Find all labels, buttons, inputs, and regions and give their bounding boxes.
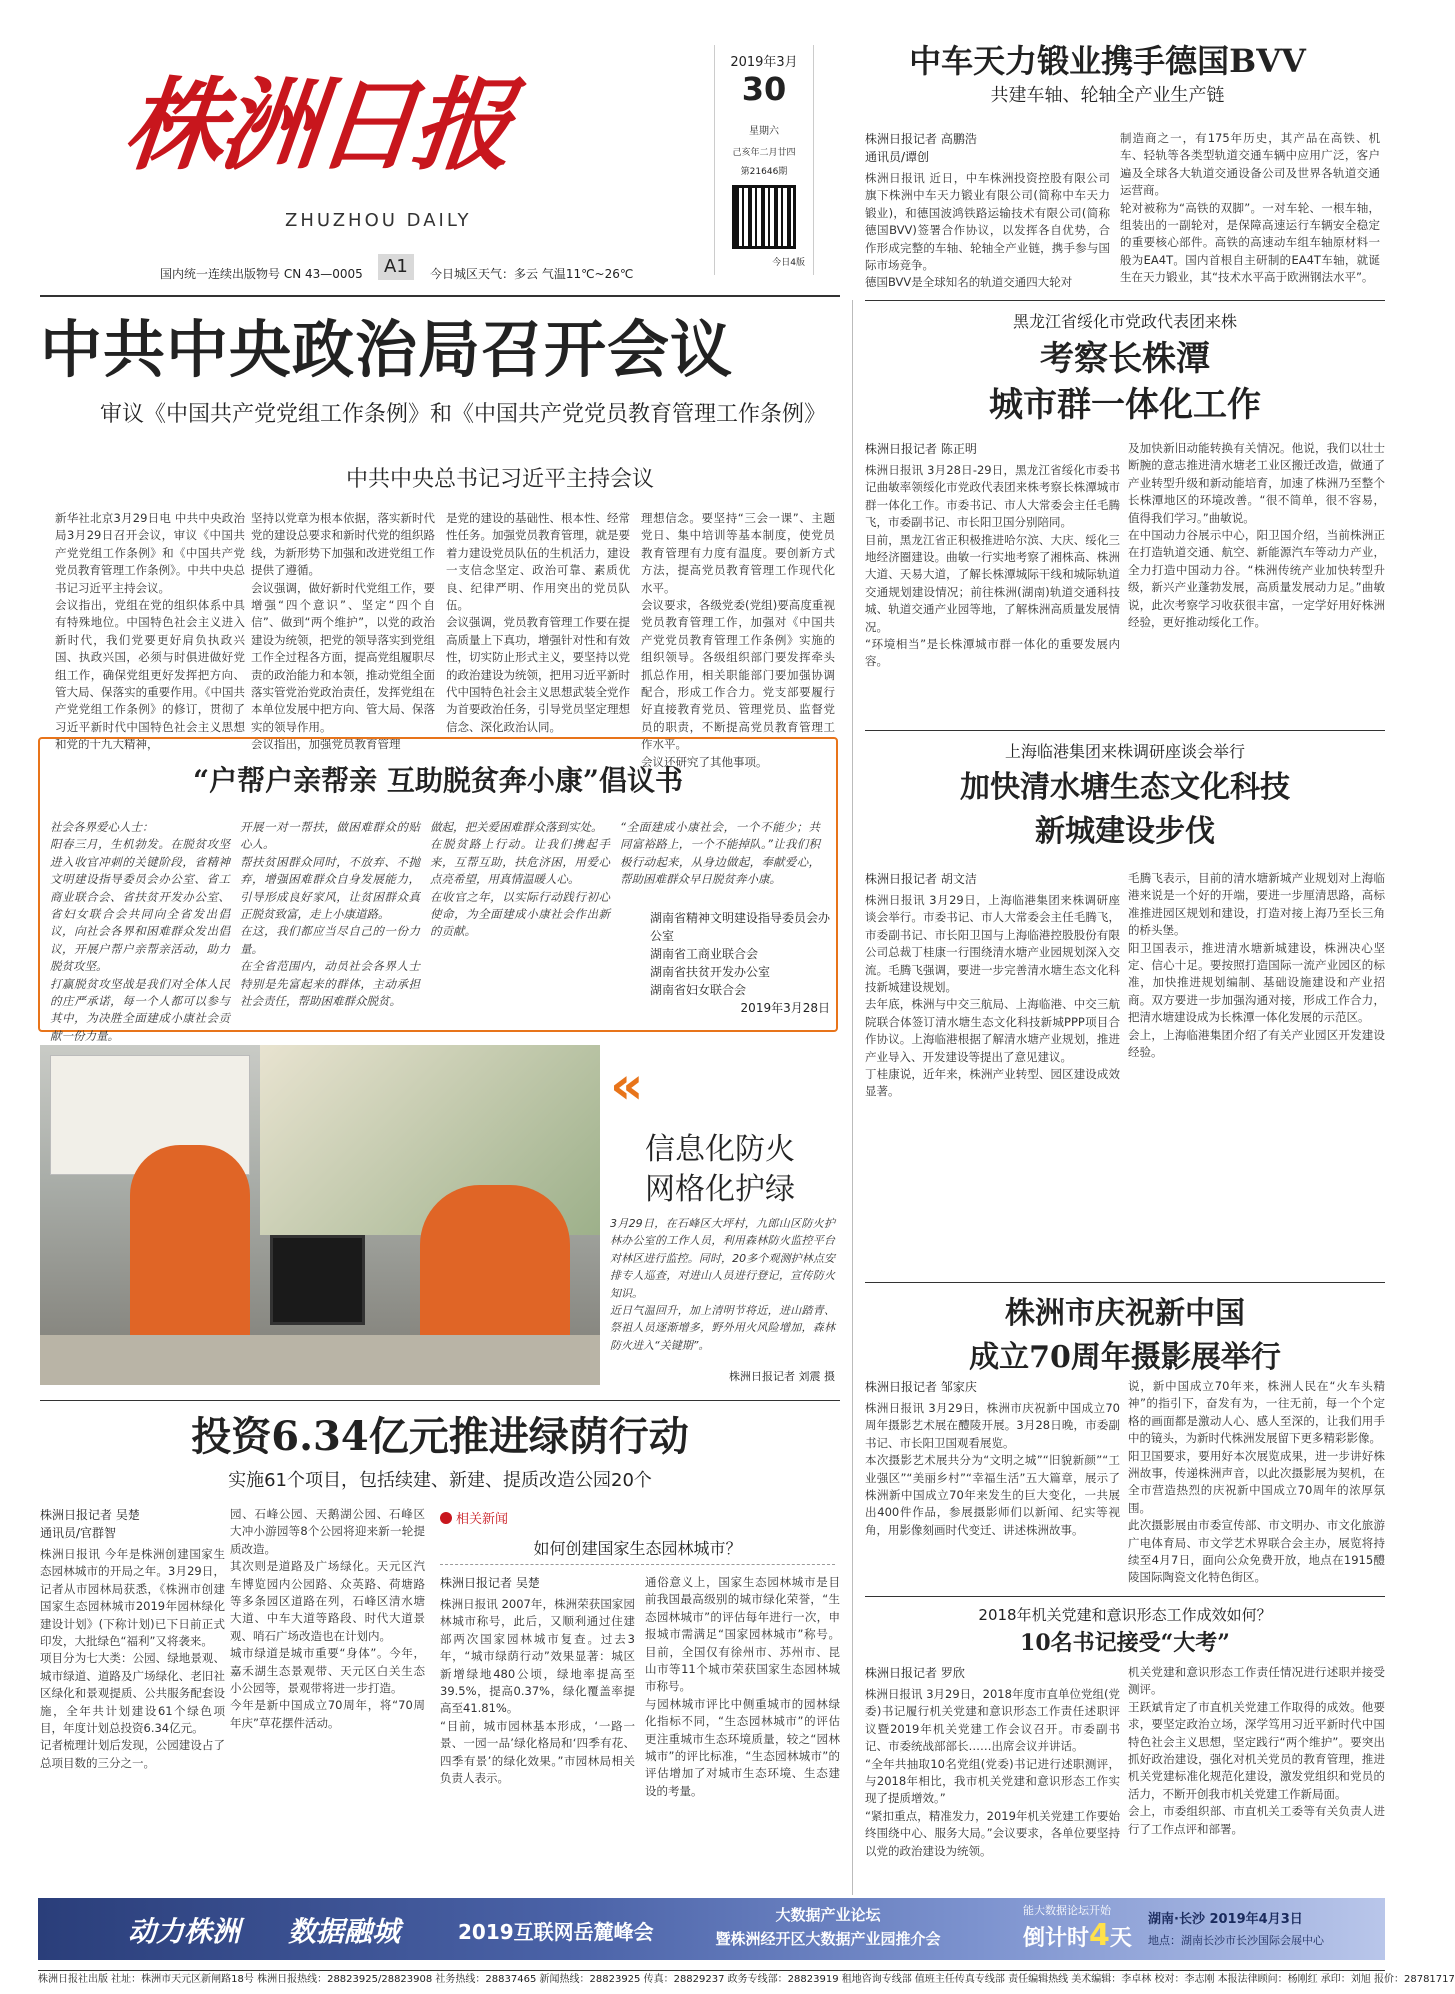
photo-story-title	[605, 1130, 835, 1210]
secretaries-kicker: 2018年机关党建和意识形态工作成效如何？	[978, 1606, 1272, 1624]
related-news-tag	[440, 1508, 508, 1527]
exhibit-title	[865, 1292, 1385, 1380]
heilongjiang-col1: 株洲日报讯 3月28日-29日，黑龙江省绥化市委书记曲敏率领绥化市党政代表团来株考察长株潭城市群一体化工作。市委书记、市人大常委会主任毛腾飞，市委副书记、市长阳卫国分别陪同。 目前，黑龙江省正积极推进哈尔滨、大庆、绥化三地经济圈建设。曲敏一行实地考察了湘株高、株洲大道、天易大道，了解长株潭城际干线和城际轨道交通规划建设情况；前往株洲(湖南)轨道交通科技城、轨道交通产业园等地，了解株洲高质量发展情况。 “环境相当”是长株潭城市群一体化的重要发展内容。	[865, 463, 1120, 669]
qingshuitang-title-2: 新城建设步伐	[1035, 814, 1215, 849]
lunar-date: 己亥年二月廿四	[732, 148, 796, 158]
signatory: 湖南省工商业联合会	[650, 947, 759, 961]
date-box	[714, 45, 814, 275]
top-story-title: 中车天力锻业携手德国BVV	[909, 42, 1306, 80]
top-story-col1: 株洲日报讯 近日，中车株洲投资控股有限公司旗下株洲中车天力锻业有限公司(简称中车天力锻业)，和德国波鸿铁路运输技术有限公司(简称德国BVV)签署合作协议，以发挥各自优势，合作形成完整的车轴、轮轴全产业链，携手参与国际市场竞争。 德国BVV是全球知名的轨道交通四大轮对	[865, 171, 1110, 290]
fire-prevention-photo	[40, 1045, 600, 1385]
page-count: 今日4版	[772, 258, 805, 268]
rule-qst	[865, 730, 1385, 731]
banner-conf: 2019互联网岳麓峰会	[458, 1920, 654, 1944]
weather: 今日城区天气：多云 气温11℃~26℃	[430, 267, 634, 281]
green-col2: 园、石峰公园、天鹅湖公园、石峰区大冲小游园等8个公园将迎来新一轮提质改造。 其次则是道路及广场绿化。天元区汽车博览园内公园路、众英路、荷塘路等多条园区道路在列，石峰区清水塘大道、中车大道等路段、时代大道景观、哨石广场改造也在计划内。 城市绿道是城市重要“身体”。今年，嘉禾湖生态景观带、天元区白关生态小公园等，景观带将进一步打造。 今年是新中国成立70周年，将“70周年庆”草花摆件活动。	[230, 1507, 425, 1730]
issue-number: 第21646期	[740, 167, 788, 177]
newspaper-logo: 株洲日报	[118, 66, 516, 184]
countdown-prefix: 倒计时	[1023, 1926, 1090, 1951]
photo-story-title-line2: 网格化护绿	[645, 1172, 795, 1207]
lead-title: 中共中央政治局召开会议	[40, 313, 734, 386]
exhibit-col1: 株洲日报讯 3月29日，株洲市庆祝新中国成立70周年摄影艺术展在醴陵开展。3月28日晚，市委副书记、市长阳卫国观看展览。 本次摄影艺术展共分为“文明之城”“旧貌新颜”“工业强区”“美丽乡村”“幸福生活”五大篇章，展示了株洲新中国成立70年来发生的巨大变化，一共展出400件作品，参展摄影师们以新闻、纪实等视角，用影像刻画时代变迁、讲述株洲故事。	[865, 1401, 1120, 1537]
related-dot-icon	[440, 1512, 452, 1524]
edition-badge: A1	[378, 254, 414, 280]
related-label: 相关新闻	[456, 1512, 509, 1527]
banner-slogan-2: 数据融城	[288, 1915, 401, 1948]
chevrons-icon: «	[610, 1056, 644, 1116]
signatory: 湖南省扶贫开发办公室	[650, 965, 771, 979]
signatory: 湖南省妇女联合会	[650, 983, 747, 997]
column-divider	[852, 300, 853, 1895]
exhibit-title-1: 株洲市庆祝新中国	[1005, 1296, 1245, 1331]
heilongjiang-byline: 株洲日报记者 陈正明	[865, 442, 977, 456]
banner-mid-1: 大数据产业论坛	[775, 1906, 881, 1924]
secretaries-col2: 机关党建和意识形态工作责任情况进行述职并接受测评。 王跃斌肯定了市直机关党建工作取得的成效。他要求，要坚定政治立场，深学笃用习近平新时代中国特色社会主义思想，坚定践行“两个维护”。要突出抓好政治建设，强化对机关党员的教育管理，推进机关党建标准化规范化建设，激发党组织和党员的活力，不断开创我市机关党建工作新局面。 会上，市委组织部、市直机关工委等有关负责人进行了工作点评和部署。	[1128, 1665, 1385, 1836]
lead-col1: 新华社北京3月29日电 中共中央政治局3月29日召开会议，审议《中国共产党党组工作条例》和《中国共产党党员教育管理工作条例》。中共中央总书记习近平主持会议。 会议指出，党组在党的组织体系中具有特殊地位。中国特色社会主义进入新时代，我们党要更好肩负执政兴国、执政兴国，必须与时俱进做好党组工作，确保党组更好发挥把方向、管大局、保落实的重要作用。《中国共产党党组工作条例》的修订，贯彻了习近平新时代中国特色社会主义思想和党的十九大精神，	[55, 511, 245, 752]
qingshuitang-byline: 株洲日报记者 胡文洁	[865, 872, 977, 886]
top-story-byline: 株洲日报记者 高鹏浩 通讯员/谭创	[865, 132, 977, 164]
green-title: 投资6.34亿元推进绿荫行动	[191, 1413, 689, 1460]
banner-slogan-1: 动力株洲	[128, 1915, 241, 1948]
photo-desk	[40, 1335, 600, 1385]
top-story	[830, 40, 1385, 290]
secretaries-col1: 株洲日报讯 3月29日，2018年度市直单位党组(党委)书记履行机关党建和意识形态工作责任述职评议暨2019年机关党建工作会议召开。市委副书记、市委统战部部长……出席会议并讲话。 “全年共抽取10名党组(党委)书记进行述职测评，与2018年相比，我市机关党建和意识形态工作实现了提质增效。” “紧扣重点，精准发力，2019年机关党建工作要始终围绕中心、服务大局。”会议要求，各单位要坚持以党的政治建设为统领。	[865, 1687, 1120, 1858]
proposal-date: 2019年3月28日	[740, 1001, 830, 1015]
banner-venue-1: 湖南·长沙 2019年4月3日	[1148, 1912, 1303, 1927]
lead-col3: 是党的建设的基础性、根本性、经常性任务。加强党员教育管理，就是要着力建设党员队伍的生机活力，建设一支信念坚定、政治可靠、素质优良、纪律严明、作用突出的党员队伍。 会议强调，党员教育管理工作要在提高质量上下真功，增强针对性和有效性，切实防止形式主义，要坚持以党的政治建设为统领，把用习近平新时代中国特色社会主义思想武装全党作为首要政治任务，引导党员坚定理想信念、深化政治认同。	[446, 511, 630, 734]
related-byline: 株洲日报记者 吴楚	[440, 1576, 540, 1590]
cn-number: 国内统一连续出版物号 CN 43—0005	[160, 267, 363, 281]
photo-credit: 株洲日报记者 刘震 摄	[729, 1370, 835, 1383]
green-byline: 株洲日报记者 吴楚 通讯员/官群智	[40, 1508, 140, 1540]
countdown	[1023, 1918, 1132, 1953]
proposal-col2: 开展一对一帮扶，做困难群众的贴心人。 帮扶贫困群众同时，不放弃、不抛弃，增强困难群众自身发展能力，引导形成良好家风，让贫困群众真正脱贫致富，走上小康道路。 在这，我们都应当尽自己的一份力量。 在全省范围内，动员社会各界人士特别是先富起来的群体，主动承担社会责任，帮助困难群众脱贫。	[240, 820, 420, 1009]
green-subtitle: 实施61个项目，包括续建、新建、提质改造公园20个	[228, 1470, 652, 1491]
green-col4: 通俗意义上，国家生态园林城市是目前我国最高级别的城市绿化荣誉，“生态园林城市”的评估每年进行一次，申报城市需满足“国家园林城市”称号。目前，全国仅有徐州市、苏州市、昆山市等11个城市荣获国家生态园林城市称号。 与园林城市评比中侧重城市的园林绿化指标不同，“生态园林城市”的评估更注重城市生态环境质量，较之“园林城市”的评比标准，“生态园林城市”的评估增加了对城市生态环境、生态建设的考量。	[645, 1575, 840, 1798]
qingshuitang-kicker: 上海临港集团来株调研座谈会举行	[1004, 742, 1245, 761]
qr-code	[732, 185, 796, 249]
rule-green	[40, 1400, 840, 1401]
masthead-rule	[40, 295, 840, 297]
event-banner	[38, 1898, 1385, 1960]
lead-col2: 坚持以党章为根本依据，落实新时代党的建设总要求和新时代党的组织路线，为新形势下加强和改进党组工作提供了遵循。 会议强调，做好新时代党组工作，要增强“四个意识”、坚定“四个自信”、做到“两个维护”，以党的政治建设为统领，把党的领导落实到党组工作全过程各方面，提高党组履职尽责的政治能力和本领，推动党组全面落实管党治党政治责任，发挥党组在本单位发展中把方向、管大局、保落实的领导作用。 会议指出，加强党员教育管理	[251, 511, 435, 752]
top-story-subtitle: 共建车轴、轮轴全产业生产链	[990, 85, 1225, 106]
countdown-suffix: 天	[1109, 1926, 1132, 1951]
date-year-month: 2019年3月	[730, 55, 798, 70]
qingshuitang-col1: 株洲日报讯 3月29日，上海临港集团来株调研座谈会举行。市委书记、市人大常委会主任毛腾飞，市委副书记、市长阳卫国与上海临港控股股份有限公司总裁丁桂康一行围绕清水塘产业园规划深入交流。毛腾飞强调，要进一步完善清水塘生态文化科技新城建设规划。 去年底，株洲与中交三航局、上海临港、中交三航院联合体签订清水塘生态文化科技新城PPP项目合作协议。上海临港根据了解清水塘产业规划，推进产业导入、开发建设等提出了意见建议。 丁桂康说，近年来，株洲产业转型、园区建设成效显著。	[865, 893, 1120, 1099]
qingshuitang-title-1: 加快清水塘生态文化科技	[960, 770, 1290, 805]
banner-right-top: 能大数据论坛开始	[1023, 1904, 1111, 1917]
weekday: 星期六	[749, 126, 779, 137]
heilongjiang-title-2: 城市群一体化工作	[989, 385, 1261, 425]
rule-exhibit	[865, 1282, 1385, 1283]
date-day: 30	[741, 70, 787, 108]
lead-deck-1: 审议《中国共产党党组工作条例》和《中国共产党党员教育管理工作条例》	[100, 402, 827, 427]
heilongjiang-kicker: 黑龙江省绥化市党政代表团来株	[1012, 312, 1237, 331]
proposal-col1: 社会各界爱心人士： 阳春三月，生机勃发。在脱贫攻坚进入收官冲刺的关键阶段，省精神文明建设指导委员会办公室、省工商业联合会、省扶贫开发办公室、省妇女联合会共同向全省发出倡议，向社会各界和困难群众发出倡议，开展户帮户亲帮亲活动，助力脱贫攻坚。 打赢脱贫攻坚战是我们对全体人民的庄严承诺，每一个人都可以参与其中，为决胜全面建成小康社会贡献一份力量。	[50, 820, 230, 1043]
lead-col4: 理想信念。要坚持“三会一课”、主题党日、集中培训等基本制度，使党员教育管理有力度有温度。要创新方式方法，提高党员教育管理工作现代化水平。 会议要求，各级党委(党组)要高度重视党员教育管理工作，加强对《中国共产党党员教育管理工作条例》实施的组织领导。各级组织部门要发挥牵头抓总作用，相关职能部门要加强协调配合，形成工作合力。党支部要履行好直接教育党员、管理党员、监督党员的职责，不断提高党员教育管理工作水平。 会议还研究了其他事项。	[641, 511, 835, 769]
qingshuitang-title	[865, 766, 1385, 854]
banner-mid-2: 暨株洲经开区大数据产业园推介会	[715, 1930, 941, 1948]
heilongjiang-title	[865, 336, 1385, 428]
proposal-title: “户帮户亲帮亲 互助脱贫奔小康”倡议书	[193, 764, 683, 797]
countdown-number: 4	[1089, 1918, 1110, 1953]
proposal-signatories	[650, 909, 830, 1017]
heilongjiang-col2: 及加快新旧动能转换有关情况。他说，我们以壮士断腕的意志推进清水塘老工业区搬迁改造，做通了产业转型升级和新动能培育，加速了株洲乃至整个长株潭地区的环境改善。“很不简单，很不容易，值得我们学习。”曲敏说。 在中国动力谷展示中心，阳卫国介绍，当前株洲正在打造轨道交通、航空、新能源汽车等动力产业，全力打造中国动力谷。“株洲传统产业加快转型升级，新兴产业蓬勃发展，高质量发展动力足。”曲敏说，此次考察学习收获很丰富，一定学好用好株洲经验，更好推动绥化工作。	[1128, 441, 1385, 630]
proposal-box	[38, 737, 838, 1043]
banner-venue-2: 地点：湖南长沙市长沙国际会展中心	[1148, 1934, 1324, 1947]
exhibit-byline: 株洲日报记者 邹家庆	[865, 1380, 977, 1394]
top-story-col2: 制造商之一，有175年历史，其产品在高铁、机车、轻轨等各类型轨道交通车辆中应用广泛，客户遍及全球各大轨道交通设备公司及世界各轨道交通运营商。 轮对被称为“高铁的双脚”。一对车轮、一根车轴，组装出的一副轮对，是保障高速运行车辆安全稳定的重要核心部件。高铁的高速动车组车轴原材料一般为EA4T。国内首根自主研制的EA4T车轴，就诞生在天力锻业，其“技术水平高于欧洲钢法水平”。	[1120, 131, 1380, 285]
exhibit-col2: 说，新中国成立70年来，株洲人民在“火车头精神”的指引下，奋发有为，一往无前，每一个个定格的画面都是激动人心、感人至深的，让我们用手中的镜头，为新时代株洲发展留下更多精彩影像。 阳卫国要求，要用好本次展览成果，进一步讲好株洲故事，传递株洲声音，以此次摄影展为契机，在全市营造热烈的庆祝新中国成立70周年的浓厚氛围。 此次摄影展由市委宣传部、市文明办、市文化旅游广电体育局、市文学艺术界联合会主办，展览将持续至4月7日，面向公众免费开放，地点在1915醴陵国际陶瓷文化特色街区。	[1128, 1379, 1385, 1585]
rule-secretaries	[865, 1596, 1385, 1597]
heilongjiang-title-1: 考察长株潭	[1040, 339, 1210, 379]
footer: 株洲日报社出版 社址：株洲市天元区新闸路18号 株洲日报热线：28823925/28823908 社务热线：28837465 新闻热线：28823925 传真：28829237 政务专线部：28823919 租地咨询专线部 值班主任传真专线部 责任编辑热线 美术编辑：李卓林 校对：李志刚 本报法律顾问：杨刚红 承印：刘旭 报价：28781717	[38, 1970, 1385, 1987]
green-col1: 株洲日报讯 今年是株洲创建国家生态园林城市的开局之年。3月29日，记者从市园林局获悉，《株洲市创建国家生态园林城市2019年园林绿化建设计划》(下称计划)已下日前正式印发，大批绿色“福利”又将袭来。 项目分为七大类：公园、绿地景观、城市绿道、道路及广场绿化、老旧社区绿化和景观提质、公共服务配套设施，全年共计划建设61个绿色项目，年度计划总投资6.34亿元。 记者梳理计划后发现，公园建设占了总项目数的三分之一。	[40, 1547, 225, 1770]
photo-monitor	[270, 1235, 365, 1325]
photo-story-body: 3月29日，在石峰区大坪村，九郎山区防火护林办公室的工作人员，利用森林防火监控平台对林区进行监控。同时，20多个观测护林点安排专人巡查，对进山人员进行登记，宣传防火知识。 近日气温回升，加上清明节将近，进山踏青、祭祖人员逐渐增多，野外用火风险增加，森林防火进入“关键期”。	[610, 1217, 835, 1352]
logo-english: ZHUZHOU DAILY	[285, 210, 472, 231]
photo-story-title-line1: 信息化防火	[645, 1132, 795, 1167]
signatory: 湖南省精神文明建设指导委员会办公室	[650, 911, 831, 943]
right-rule-1	[865, 300, 1385, 301]
qingshuitang-col2: 毛腾飞表示，目前的清水塘新城产业规划对上海临港来说是一个好的开端，要进一步厘清思路，高标准推进园区规划和建设，打造对接上海乃至长三角的桥头堡。 阳卫国表示，推进清水塘新城建设，株洲决心坚定、信心十足。要按照打造国际一流产业园区的标准，加快推进规划编制、基础设施建设和产业招商。双方要进一步加强沟通对接，形成工作合力，把清水塘建设成为长株潭一体化发展的示范区。 会上，上海临港集团介绍了有关产业园区开发建设经验。	[1128, 871, 1385, 1060]
secretaries-byline: 株洲日报记者 罗欣	[865, 1666, 965, 1680]
proposal-col4: “全面建成小康社会，一个不能少；共同富裕路上，一个不能掉队。”让我们积极行动起来，从身边做起，奉献爱心，帮助困难群众早日脱贫奔小康。	[620, 820, 820, 887]
green-col3: 株洲日报讯 2007年，株洲荣获国家园林城市称号，此后，又顺利通过住建部两次国家园林城市复查。过去3年，“城市绿荫行动”效果显著：城区新增绿地480公顷，绿地率提高至39.5%，提高0.37%，绿化覆盖率提高至41.81%。 “目前，城市园林基本形成，‘一路一景、一园一品’绿化格局和‘四季有花、四季有景’的绿化效果。”市园林局相关负责人表示。	[440, 1597, 635, 1786]
secretaries-title: 10名书记接受“大考”	[1020, 1630, 1230, 1656]
related-title: 如何创建国家生态园林城市？	[440, 1538, 835, 1565]
proposal-col3: 做起，把关爱困难群众落到实处。 在脱贫路上行动。让我们携起手来，互帮互助，扶危济困，用爱心点亮希望，用真情温暖人心。 在收官之年，以实际行动践行初心使命，为全面建成小康社会作出新的贡献。	[430, 820, 610, 939]
lead-deck-2: 中共中央总书记习近平主持会议	[345, 467, 654, 492]
exhibit-title-2: 成立70周年摄影展举行	[969, 1340, 1281, 1375]
